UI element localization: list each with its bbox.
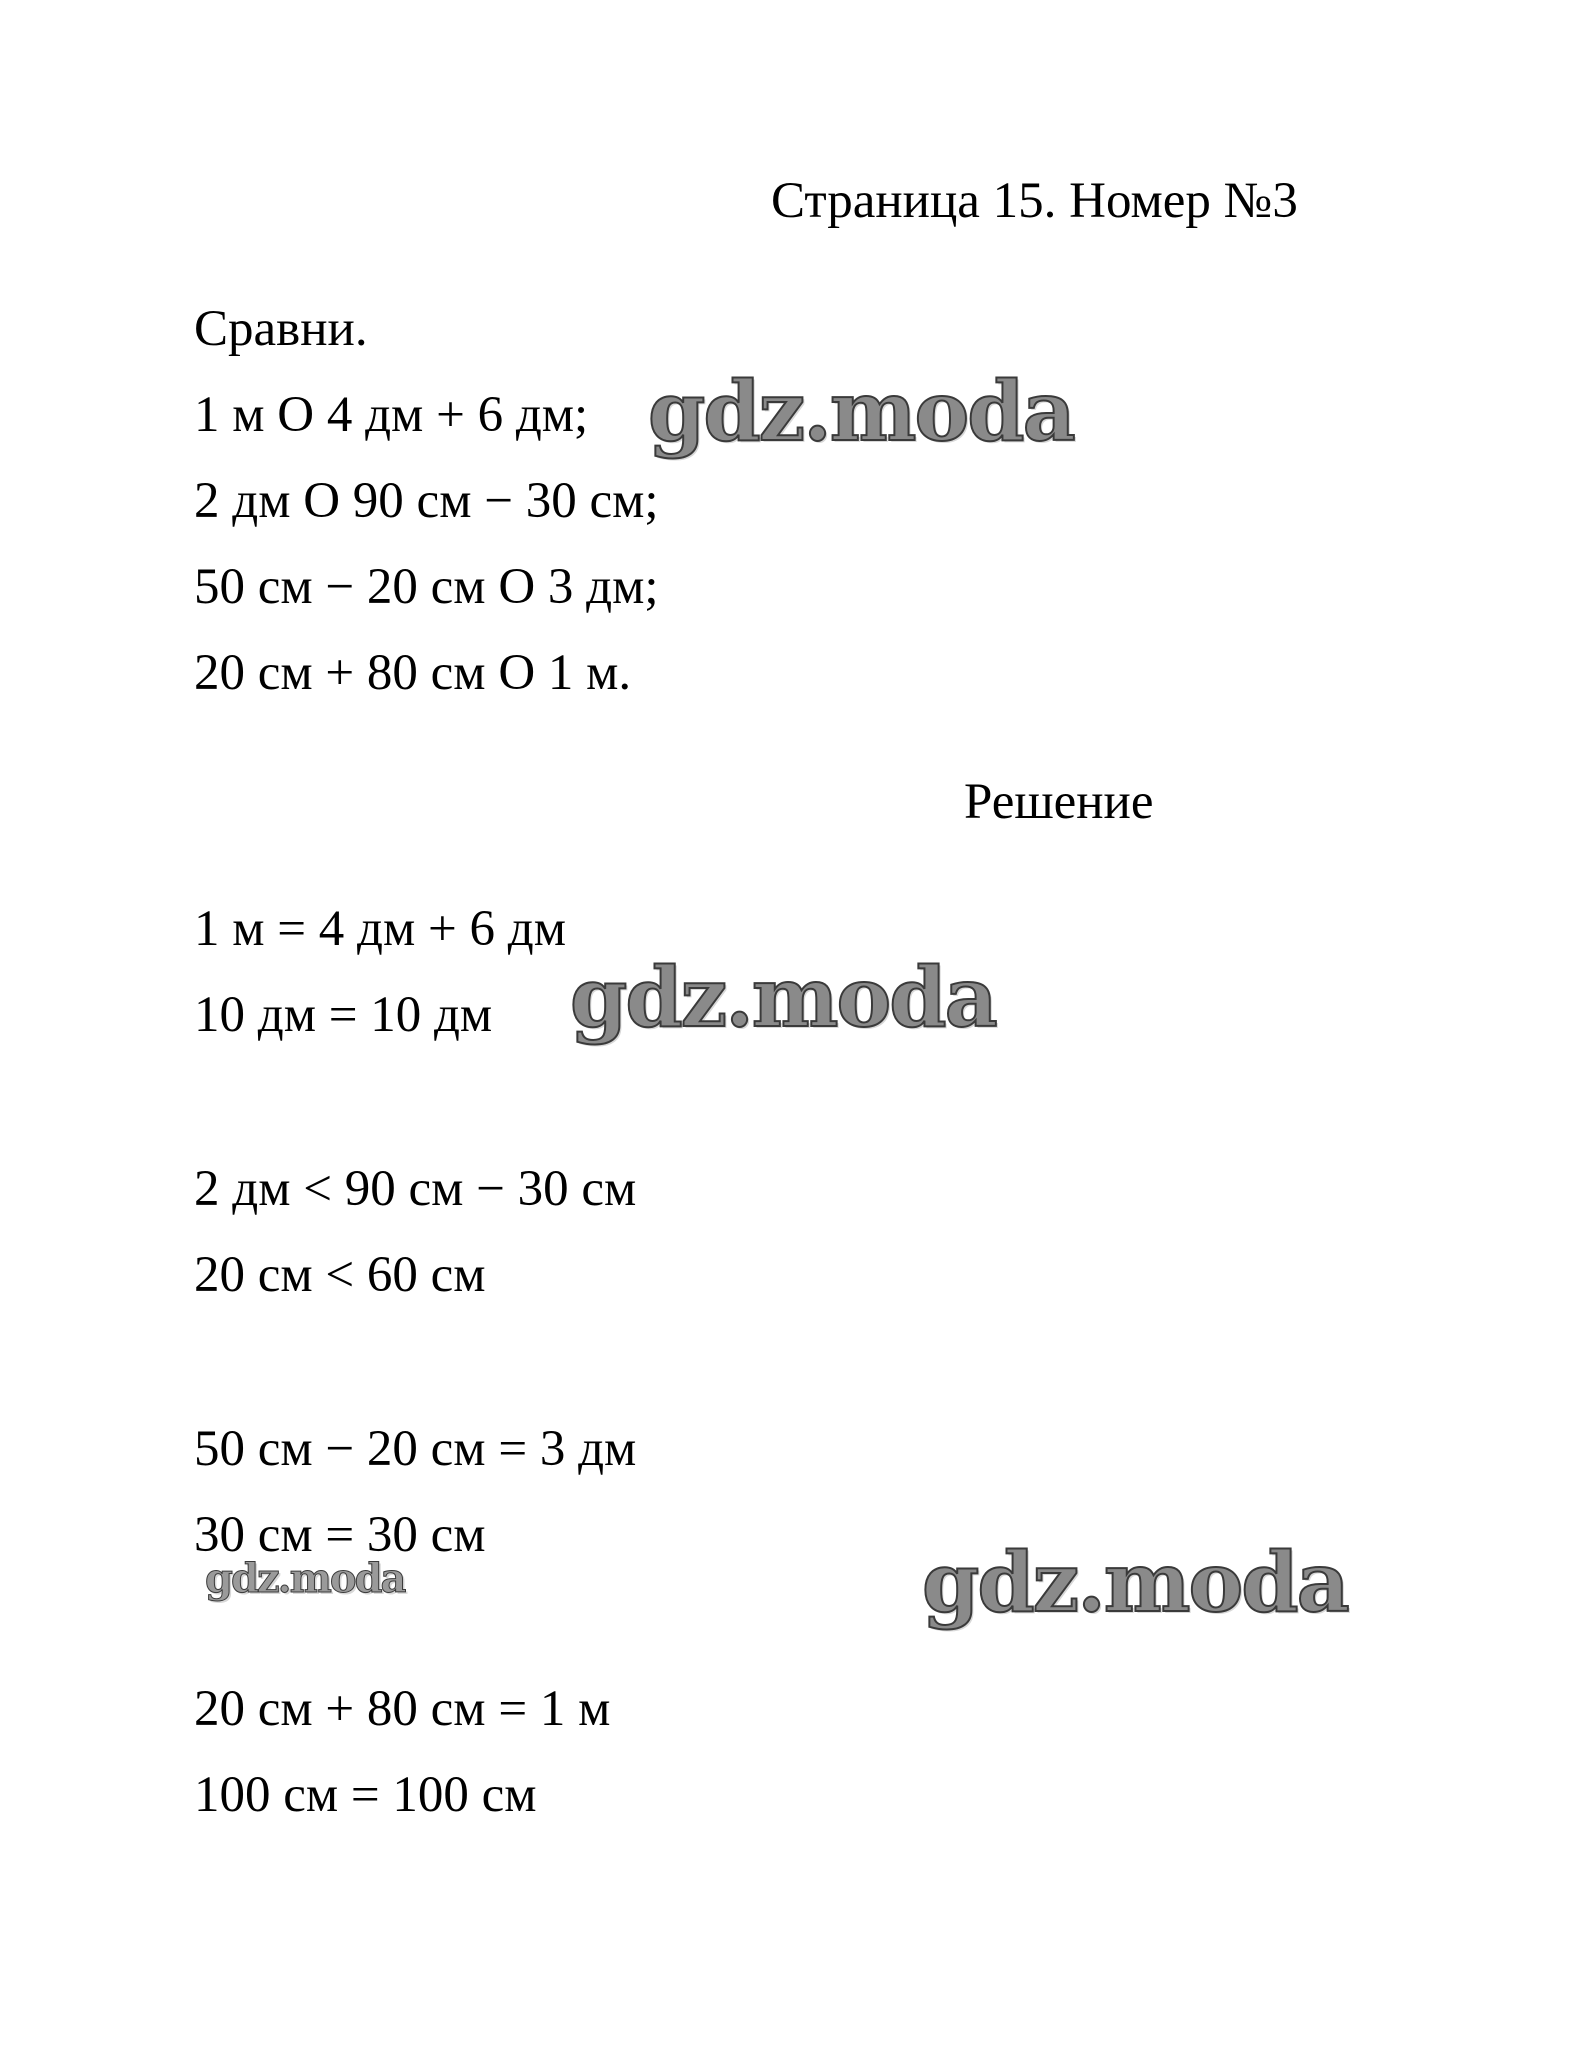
solution-heading: Решение bbox=[964, 774, 1154, 830]
solution-2-line-1: 2 дм < 90 см − 30 см bbox=[194, 1161, 637, 1217]
solution-3-line-2: 30 см = 30 см bbox=[194, 1507, 486, 1563]
solution-4-line-2: 100 см = 100 см bbox=[194, 1767, 537, 1823]
task-instruction: Сравни. bbox=[194, 301, 368, 357]
solution-1-line-2: 10 дм = 10 дм bbox=[194, 987, 493, 1043]
solution-2-line-2: 20 см < 60 см bbox=[194, 1247, 486, 1303]
watermark-logo: gdz.moda bbox=[648, 364, 1074, 460]
page-title: Страница 15. Номер №3 bbox=[771, 173, 1298, 229]
task-line-1: 1 м О 4 дм + 6 дм; bbox=[194, 387, 589, 443]
watermark-logo: gdz.moda bbox=[570, 950, 996, 1046]
solution-1-line-1: 1 м = 4 дм + 6 дм bbox=[194, 901, 566, 957]
watermark-logo: gdz.moda bbox=[922, 1535, 1348, 1631]
solution-4-line-1: 20 см + 80 см = 1 м bbox=[194, 1681, 611, 1737]
task-line-4: 20 см + 80 см О 1 м. bbox=[194, 645, 632, 701]
task-line-2: 2 дм О 90 см − 30 см; bbox=[194, 473, 659, 529]
solution-3-line-1: 50 см − 20 см = 3 дм bbox=[194, 1421, 637, 1477]
task-line-3: 50 см − 20 см О 3 дм; bbox=[194, 559, 659, 615]
watermark-logo-small: gdz.moda bbox=[205, 1555, 405, 1602]
